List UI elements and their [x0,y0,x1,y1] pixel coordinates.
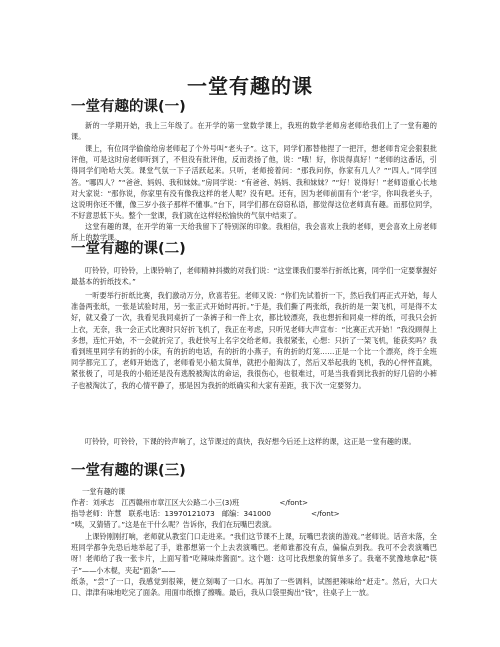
section-3-line-3 [71,508,340,519]
teacher-info: 指导老师：许慧 联系电话：13970121073 邮编：341000 [71,509,271,518]
section-1-heading: 一堂有趣的课(一) [71,99,186,115]
section-3-heading: 一堂有趣的课(三) [71,463,186,479]
section-3-line-1: 一堂有趣的课 [82,487,126,496]
font-tag: </font> [279,498,309,507]
section-2-paragraph-2: 一听要举行折纸比赛，我们激动万分，欣喜若狂。老师又说：“你们先试着折一下，然后我们再正式开始，每人准备两张纸，一张是试验时用，另一张正式开始时再折。”于是，我们撕了两张纸，我折的是一架飞机，可是得不太好，就又叠了一次，我看见我同桌折了一条裤子和一件上衣，都比较漂亮，我也想折和同桌一样的纸，可我只会折上衣，无奈，我一会正式比赛时只好折飞机了，我正在考虑，只听见老师大声宣布：“比赛正式开始！”我没顾得上多想，连忙开始，不一会就折完了，我赶快写上名字交给老师。我很紧张，心想：只折了一架飞机，能获奖吗？我看到班里同学有的折的小床，有的折的电话，有的折的小燕子，有的折的灯笼……正是一个比一个漂亮，终于全班同学都完工了，老师开始选了，老师看见小船太简单，就把小船淘汰了，然后又举起我的飞机，我的心怦怦直跳，紧张极了，可是我的小船还是没有逃脱被淘汰的命运，我很伤心，也很难过，可是当我看到比我折的好几倍的小裤子也被淘汰了，我的心情平静了，那是因为我折的纸确实和大家有差距，我下次一定要努力。 [71,291,437,390]
section-3-line-4: “咦，又猜错了。”这是在干什么呢？告诉你，我们在玩嘴巴表演。 [71,520,277,529]
document-title: 一堂有趣的课 [187,74,313,98]
section-2-paragraph-1: 叮铃铃，叮铃铃，上课铃响了，老师精神抖擞的对我们说：“这堂课我们要举行折纸比赛，同学们一定要掌握好最基本的折纸技术。” [71,266,437,287]
section-1-paragraph-1: 新的一学期开始，我上三年级了。在开学的第一堂数学课上，我班的数学老师房老师给我们上了一堂有趣的课。 [71,121,437,142]
section-3-line-2 [71,497,308,508]
section-2-paragraph-3: 叮铃铃，叮铃铃，下课的铃声响了，这节课过的真快，我好想今后还上这样的课，这正是一堂有趣的课。 [85,437,416,446]
section-3-paragraph-2: 纸条，“尝”了一口，我感觉到很辣，便立刻喝了一口水。再加了一些调料，试图把辣味给“赶走”。然后，大口大口、津津有味地吃完了面条。用面巾纸擦了擦嘴。最后，我从口袋里掏出“钱”，往桌子上一放。 [71,577,437,598]
section-3-paragraph-1: 上课铃刚刚打响，老师就从教室门口走进来。“我们这节课不上课，玩嘴巴表演的游戏。”老师说。话音未落，全班同学都争先恐后地举起了手，谁都想第一个上去表演嘴巴。老师谁都没有点，偏偏点到我。我可不会表演嘴巴呀！老师给了我一张卡片，上面写着“吃辣味炸酱面”。这个题：这可比我想象的简单多了。我毫不犹豫地拿起“筷子”——小木棍，夹起“面条”—— [71,532,437,575]
section-1-paragraph-3: 这堂有趣的课，在开学的第一天给我留下了特别深的印象。我相信，我会喜欢上我的老师，更会喜欢上房老师所上的数学课。 [71,222,437,243]
section-2-heading: 一堂有趣的课(二) [71,241,186,257]
author-info: 作者：刘承志 江西赣州市章江区大公路二小三(3)班 [71,498,240,507]
section-1-paragraph-2: 课上，有位同学偷偷给房老师起了个外号叫“老头子”。这下，同学们都替他捏了一把汗，想老师肯定会狠狠批评他，可是这时房老师听到了，不但没有批评他，反而表扬了他，说：“哦！好，你说得真好！”老师的这番话，引得同学们哈哈大笑。课堂气氛一下子活跃起来。只听，老师接着问：“那我问你，你家有几人？”“四人。”同学回答。“哪四人？”“爸爸、妈妈、我和妹妹。”房同学说：“有爸爸、妈妈、我和妹妹？”“好！说得好！”老师语重心长地对大家说：“那你说，你家里有没有像我这样的老人呢？没有吧。还有，因为老师前面有个‘老’字，你叫我老头子，这说明你还不懂，像三岁小孩子那样不懂事。”台下，同学们都在窃窃私语，都觉得这位老师真有趣。而那位同学，不好意思低下头。整个一堂课，我们就在这样轻松愉快的气氛中结束了。 [71,144,437,221]
font-tag: </font> [310,509,340,518]
